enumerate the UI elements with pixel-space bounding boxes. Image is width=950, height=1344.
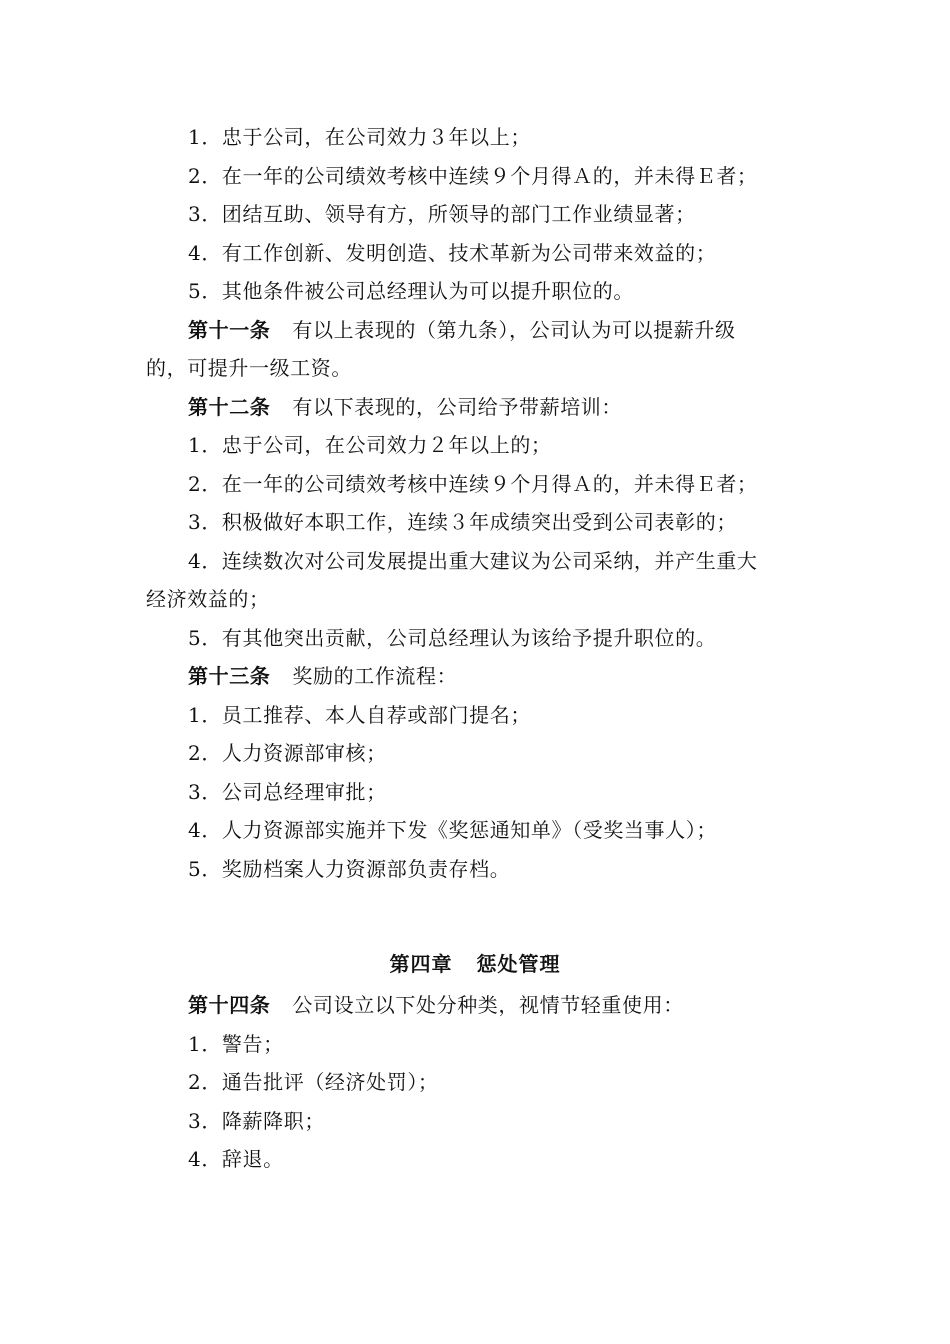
list-item: 5．其他条件被公司总经理认为可以提升职位的。 — [188, 279, 634, 303]
list-item: 5．奖励档案人力资源部负责存档。 — [188, 856, 511, 881]
article-text: 有以上表现的（第九条），公司认为可以提薪升级 — [292, 317, 736, 342]
article-heading: 第十二条 — [188, 394, 271, 419]
article-text: 公司设立以下处分种类，视情节轻重使用： — [292, 993, 684, 1017]
article-12 — [146, 388, 816, 427]
chapter-title: 惩处管理 — [476, 952, 561, 976]
article-text: 奖励的工作流程： — [292, 664, 458, 688]
list-item: 1．员工推荐、本人自荐或部门提名； — [188, 702, 531, 727]
article-heading: 第十一条 — [188, 317, 271, 342]
list-item: 4．连续数次对公司发展提出重大建议为公司采纳，并产生重大 — [188, 548, 758, 573]
document-body-upper — [146, 118, 816, 888]
list-item: 5．有其他突出贡献，公司总经理认为该给予提升职位的。 — [188, 625, 717, 650]
list-item: 3．积极做好本职工作，连续３年成绩突出受到公司表彰的； — [188, 510, 737, 534]
list-item: 2．在一年的公司绩效考核中连续９个月得Ａ的，并未得Ｅ者； — [188, 471, 758, 496]
list-item: 1．警告； — [188, 1031, 284, 1056]
chapter-number: 第四章 — [389, 952, 453, 976]
list-item-continued: 经济效益的； — [146, 587, 270, 611]
article-text: 有以下表现的，公司给予带薪培训： — [292, 394, 623, 419]
list-item: 4．有工作创新、发明创造、技术革新为公司带来效益的； — [188, 240, 717, 265]
list-item: 2．人力资源部审核； — [188, 741, 387, 765]
list-item: 3．降薪降职； — [188, 1108, 325, 1133]
list-item: 4．人力资源部实施并下发《奖惩通知单》（受奖当事人）； — [188, 818, 717, 842]
list-item: 4．辞退。 — [188, 1147, 284, 1171]
article-heading: 第十三条 — [188, 664, 271, 688]
article-text-continued: 的，可提升一级工资。 — [146, 356, 352, 380]
article-11 — [146, 311, 816, 350]
list-item: 2．在一年的公司绩效考核中连续９个月得Ａ的，并未得Ｅ者； — [188, 163, 758, 188]
document-body-lower — [146, 986, 816, 1179]
chapter-heading — [0, 944, 950, 984]
article-14 — [146, 986, 816, 1025]
list-item: 3．公司总经理审批； — [188, 779, 387, 804]
list-item: 3．团结互助、领导有方，所领导的部门工作业绩显著； — [188, 202, 696, 226]
article-13 — [146, 657, 816, 696]
list-item: 1．忠于公司，在公司效力２年以上的； — [188, 433, 552, 457]
list-item: 2．通告批评（经济处罚）； — [188, 1070, 439, 1094]
list-item: 1．忠于公司，在公司效力３年以上； — [188, 125, 531, 149]
article-heading: 第十四条 — [188, 993, 271, 1017]
